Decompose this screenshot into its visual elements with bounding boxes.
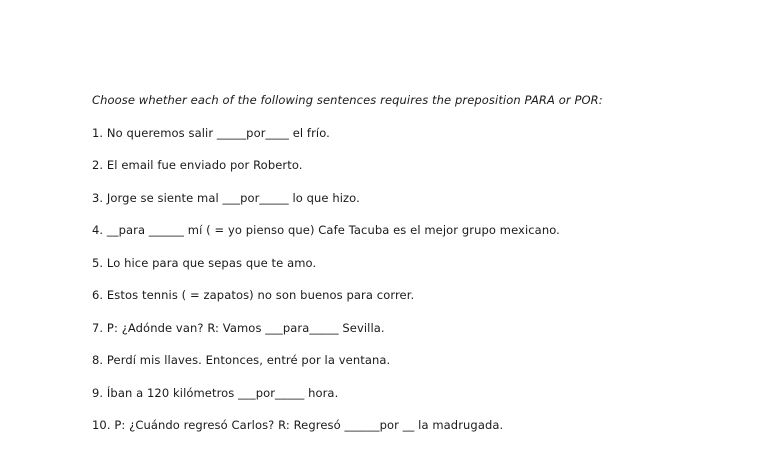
question-4: 4. __para ______ mí ( = yo pienso que) Cafe Tacuba es el mejor grupo mexicano. [92,223,560,237]
question-9: 9. Íban a 120 kilómetros ___por_____ hora. [92,385,339,400]
question-3: 3. Jorge se siente mal ___por_____ lo que hizo. [92,190,360,205]
question-7: 7. P: ¿Adónde van? R: Vamos ___para_____ Sevilla. [92,320,385,335]
question-6: 6. Estos tennis ( = zapatos) no son buenos para correr. [92,288,415,302]
question-list [92,125,772,450]
question-1: 1. No queremos salir _____por____ el frío. [92,125,330,140]
instructions-text: Choose whether each of the following sentences requires the preposition PARA or POR: [92,93,603,107]
question-10: 10. P: ¿Cuándo regresó Carlos? R: Regresó ______por __ la madrugada. [92,418,504,432]
question-8: 8. Perdí mis llaves. Entonces, entré por la ventana. [92,353,391,367]
question-5: 5. Lo hice para que sepas que te amo. [92,255,317,270]
question-2: 2. El email fue enviado por Roberto. [92,158,303,172]
worksheet-document [92,92,772,450]
